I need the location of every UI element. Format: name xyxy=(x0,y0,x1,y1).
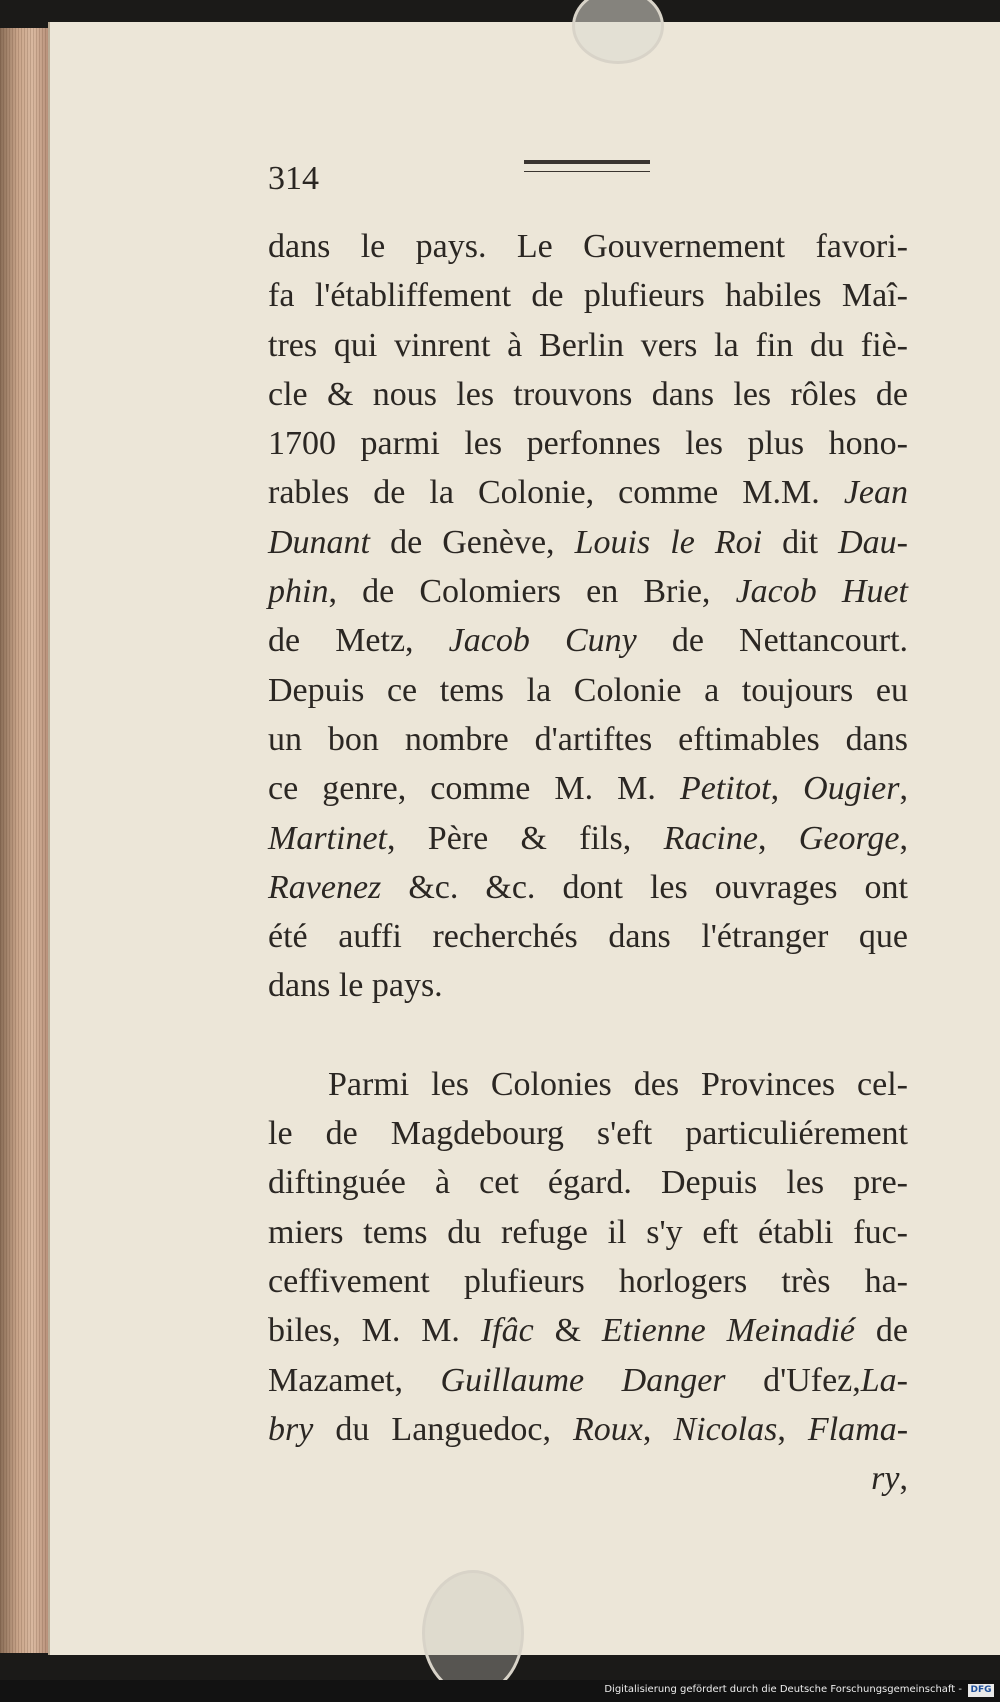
italic-name-span: Petitot xyxy=(679,770,771,808)
italic-name-span: bry xyxy=(268,1410,314,1448)
text-line xyxy=(268,814,908,863)
text-span: , xyxy=(757,819,799,857)
funding-credit: Digitalisierung gefördert durch die Deutsche Forschungsgemeinschaft - xyxy=(604,1684,962,1695)
text-line xyxy=(268,863,908,912)
text-span: ceffivement plufieurs horlogers très ha- xyxy=(268,1262,908,1300)
italic-name-span: Louis le Roi xyxy=(574,523,763,561)
text-line xyxy=(268,518,908,567)
text-span: 1700 parmi les perfonnes les plus hono- xyxy=(268,425,908,463)
dfg-logo: DFG xyxy=(968,1684,994,1697)
page-clip-bottom xyxy=(422,1570,524,1696)
text-line xyxy=(268,666,908,715)
text-line xyxy=(268,271,908,320)
italic-name-span: Racine xyxy=(663,819,758,857)
italic-name-span: Etienne Meinadié xyxy=(601,1312,856,1350)
text-span: dans le pays. Le Gouvernement favori- xyxy=(268,228,908,265)
text-span: rables de la Colonie, comme M.M. xyxy=(268,474,844,512)
text-span: dans le pays. xyxy=(268,967,443,1005)
italic-name-span: Ravenez xyxy=(268,868,382,906)
text-line xyxy=(268,1454,908,1503)
header-ornament-rule xyxy=(524,160,650,172)
text-line xyxy=(268,1208,908,1257)
text-span: de Nettancourt. xyxy=(636,622,909,660)
text-span: , xyxy=(642,1410,674,1448)
text-line xyxy=(268,961,908,1010)
text-line xyxy=(268,764,908,813)
text-span: fa l'établiffement de plufieurs habiles Maî- xyxy=(268,277,908,315)
text-span: de xyxy=(855,1312,909,1350)
text-span: , Père & fils, xyxy=(386,819,664,857)
italic-name-span: La- xyxy=(860,1361,908,1399)
italic-name-span: Dau- xyxy=(838,523,908,561)
text-line xyxy=(268,1257,908,1306)
text-span: & xyxy=(533,1312,602,1350)
text-line xyxy=(268,419,908,468)
text-line xyxy=(268,468,908,517)
page-text xyxy=(268,222,908,1503)
text-span: , xyxy=(899,819,909,857)
italic-name-span: Nicolas xyxy=(673,1410,778,1448)
italic-name-span: Guillaume Danger xyxy=(440,1361,726,1399)
page-number: 314 xyxy=(268,160,319,197)
text-line xyxy=(268,1158,908,1207)
text-span: un bon nombre d'artiftes eftimables dans xyxy=(268,720,908,758)
text-span: , de Colomiers en Brie, xyxy=(328,573,736,611)
text-line xyxy=(268,1405,908,1454)
text-span: biles, M. M. xyxy=(268,1312,481,1350)
text-span: été auffi recherchés dans l'étranger que xyxy=(268,918,908,956)
text-line xyxy=(268,1060,908,1109)
italic-name-span: Jacob Huet xyxy=(735,573,908,611)
text-span: , xyxy=(899,1460,908,1498)
text-line xyxy=(268,222,908,271)
italic-name-span: Ougier xyxy=(803,770,900,808)
text-span: le de Magdebourg s'eft particuliérement xyxy=(268,1115,908,1153)
italic-name-span: Dunant xyxy=(268,523,370,561)
italic-name-span: Jean xyxy=(843,474,908,512)
text-span: du Languedoc, xyxy=(313,1410,574,1448)
text-span: de Metz, xyxy=(268,622,449,660)
text-span: ce genre, comme M. M. xyxy=(268,770,680,808)
text-span: cle & nous les trouvons dans les rôles de xyxy=(268,375,908,413)
text-span: de Genève, xyxy=(370,523,575,561)
text-span: , xyxy=(770,770,804,808)
text-line xyxy=(268,321,908,370)
text-span: miers tems du refuge il s'y eft établi fuc- xyxy=(268,1213,908,1251)
text-line xyxy=(268,1306,908,1355)
italic-name-span: phin xyxy=(268,573,329,611)
text-span: tres qui vinrent à Berlin vers la fin du fiè- xyxy=(268,326,908,364)
text-span: Mazamet, xyxy=(268,1361,441,1399)
page-clip-top xyxy=(572,0,664,64)
text-line xyxy=(268,1109,908,1158)
text-line xyxy=(268,715,908,764)
italic-name-span: Flama- xyxy=(807,1410,909,1448)
italic-name-span: Roux xyxy=(573,1410,643,1448)
text-span: dit xyxy=(762,523,839,561)
text-span: , xyxy=(777,1410,808,1448)
text-line xyxy=(268,912,908,961)
text-span: d'Ufez, xyxy=(725,1361,861,1399)
italic-name-span: Martinet xyxy=(268,819,387,857)
italic-name-span: ry xyxy=(871,1460,900,1498)
text-span: diftinguée à cet égard. Depuis les pre- xyxy=(268,1164,908,1202)
text-span: Depuis ce tems la Colonie a toujours eu xyxy=(268,671,908,709)
italic-name-span: Jacob Cuny xyxy=(448,622,637,660)
italic-name-span: George xyxy=(798,819,900,857)
text-span: &c. &c. dont les ouvrages ont xyxy=(381,868,908,906)
text-span: Parmi les Colonies des Provinces cel- xyxy=(328,1065,908,1103)
text-line xyxy=(268,1356,908,1405)
italic-name-span: Ifâc xyxy=(480,1312,534,1350)
text-line xyxy=(268,567,908,616)
text-span: , xyxy=(899,770,908,808)
paragraph-gap xyxy=(268,1011,908,1060)
text-line xyxy=(268,370,908,419)
text-line xyxy=(268,616,908,665)
